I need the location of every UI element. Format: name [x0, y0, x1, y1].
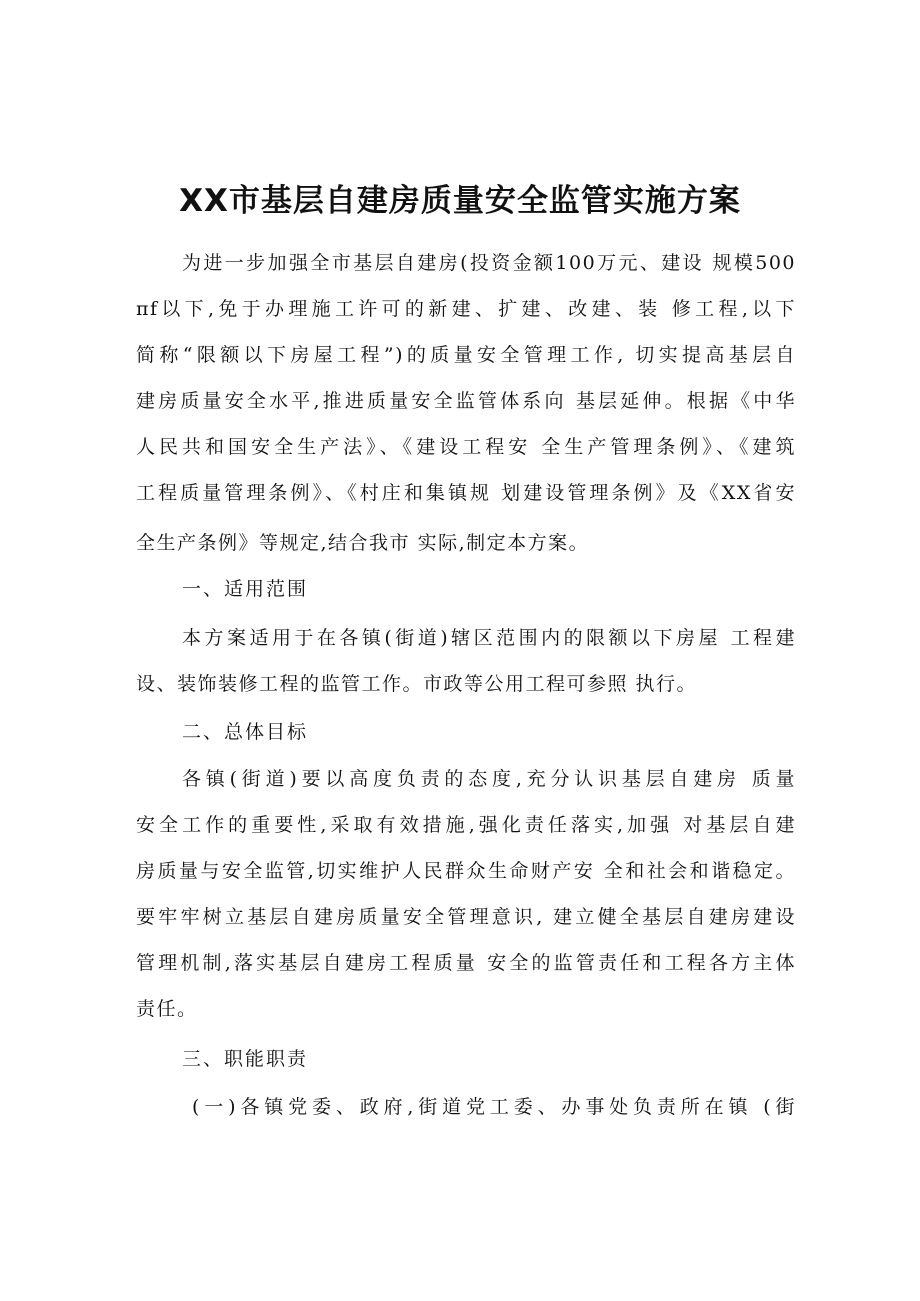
section-1-heading: 一、适用范围: [182, 578, 309, 600]
intro-line-7: 全生产条例》等规定,结合我市 实际,制定本方案。: [136, 532, 590, 554]
section-3-heading: 三、职能职责: [182, 1048, 309, 1070]
section-2-heading: 二、总体目标: [182, 721, 309, 743]
section-2-line-2: 安全工作的重要性,采取有效措施,强化责任落实,加强 对基层自建: [136, 814, 796, 836]
section-2-line-4: 要牢牢树立基层自建房质量安全管理意识, 建立健全基层自建房建设: [136, 906, 796, 928]
section-3-sub-1: (一)各镇党委、政府,街道党工委、办事处负责所在镇 (街: [192, 1096, 796, 1118]
intro-line-6: 工程质量管理条例》、《村庄和集镇规 划建设管理条例》及《XX省安: [136, 482, 796, 504]
section-1-line-1: 本方案适用于在各镇(街道)辖区范围内的限额以下房屋 工程建: [182, 627, 796, 649]
intro-line-1: 为进一步加强全市基层自建房(投资金额100万元、建设 规模500: [182, 252, 796, 274]
section-2-line-3: 房质量与安全监管,切实维护人民群众生命财产安 全和社会和谐稳定。: [136, 860, 796, 882]
section-1-line-2: 设、装饰装修工程的监管工作。市政等公用工程可参照 执行。: [136, 673, 698, 695]
intro-line-4: 建房质量安全水平,推进质量安全监管体系向 基层延伸。根据《中华: [136, 390, 796, 412]
intro-line-5: 人民共和国安全生产法》、《建设工程安 全生产管理条例》、《建筑: [136, 436, 796, 458]
section-2-line-6: 责任。: [136, 998, 198, 1020]
intro-line-3: 简称“限额以下房屋工程”)的质量安全管理工作, 切实提高基层自: [136, 344, 796, 366]
section-2-line-1: 各镇(街道)要以高度负责的态度,充分认识基层自建房 质量: [182, 768, 796, 790]
document-title: XX市基层自建房质量安全监管实施方案: [179, 183, 741, 219]
intro-line-2: πf以下,免于办理施工许可的新建、扩建、改建、装 修工程,以下: [136, 298, 796, 320]
section-2-line-5: 管理机制,落实基层自建房工程质量 安全的监管责任和工程各方主体: [136, 952, 796, 974]
